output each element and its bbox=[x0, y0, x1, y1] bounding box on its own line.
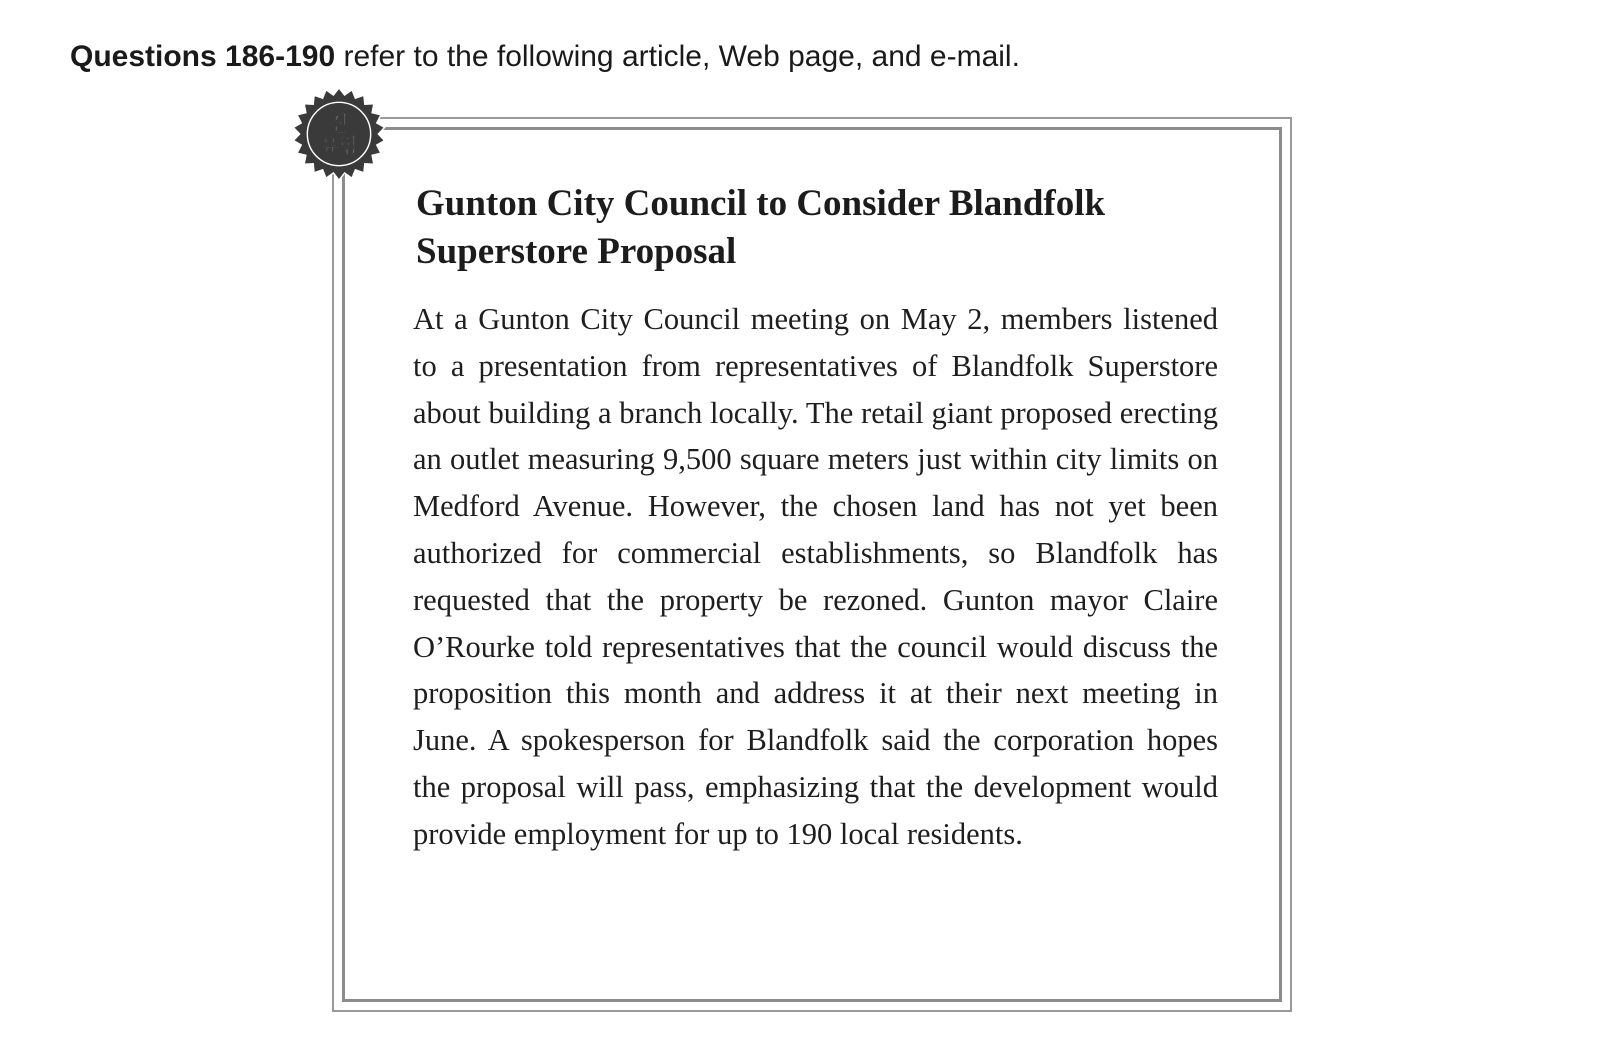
question-instruction bbox=[70, 40, 1020, 74]
badge-line-2: 유형 bbox=[320, 134, 358, 158]
instruction-text: refer to the following article, Web page, and e-mail. bbox=[335, 40, 1020, 73]
new-type-badge bbox=[291, 86, 387, 182]
starburst-badge-icon bbox=[291, 86, 387, 182]
article-headline: Gunton City Council to Consider Blandfolk Superstore Proposal bbox=[416, 183, 1106, 272]
question-range: Questions 186-190 bbox=[70, 40, 336, 73]
article-body: At a Gunton City Council meeting on May 2, members listened to a presentation from representatives of Blandfolk Superstore about building a branch locally. The retail giant proposed erecting an outlet measuring 9,500 square meters just within city limits on Medford Avenue. However, the chosen land has not yet been authorized for commercial establishments, so Blandfolk has requested that the property be rezoned. Gunton mayor Claire O’Rourke told representatives that the council would discuss the proposition this month and address it at their next meeting in June. A spokesperson for Blandfolk said the corporation hopes the proposal will pass, emphasizing that the development would provide employment for up to 190 local residents. bbox=[413, 302, 1218, 851]
badge-line-1: 신 bbox=[329, 112, 349, 136]
